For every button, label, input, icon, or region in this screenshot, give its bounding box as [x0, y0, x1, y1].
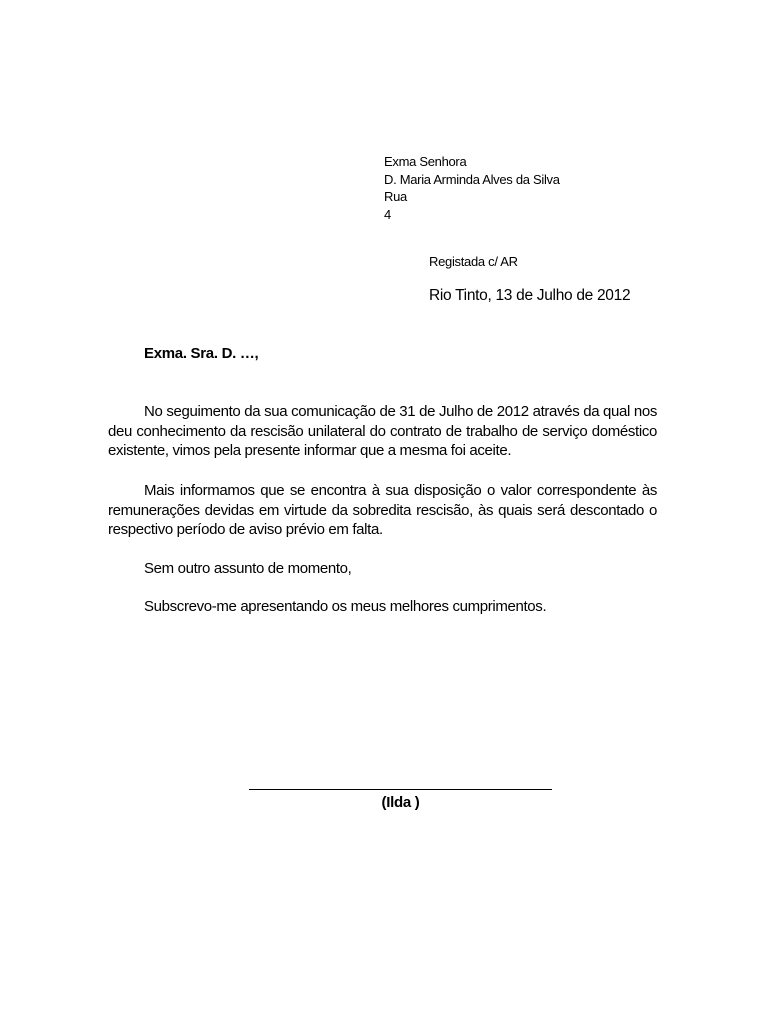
- place-and-date: Rio Tinto, 13 de Julho de 2012: [429, 287, 631, 304]
- recipient-name: D. Maria Arminda Alves da Silva: [384, 171, 560, 187]
- signature-line: [249, 789, 552, 790]
- closing-greeting: Subscrevo-me apresentando os meus melhores cumprimentos.: [144, 598, 547, 615]
- body-paragraph-1: No seguimento da sua comunicação de 31 de Julho de 2012 através da qual nos deu conhecimento da rescisão unilateral do contrato de trabalho de serviço doméstico existente, vimos pela presente informar que a mesma foi aceite.: [108, 403, 657, 459]
- recipient-title: Exma Senhora: [384, 154, 467, 169]
- signatory-name: (Ilda ): [381, 794, 420, 811]
- recipient-address-block: [384, 153, 560, 223]
- closing-remark: Sem outro assunto de momento,: [144, 560, 352, 577]
- body-paragraph-2: Mais informamos que se encontra à sua disposição o valor correspondente às remunerações devidas em virtude da sobredita rescisão, às quais será descontado o respectivo período de aviso prévio em falta.: [108, 482, 657, 538]
- recipient-street: Rua: [384, 189, 407, 204]
- recipient-number: 4: [384, 206, 391, 222]
- registered-mail-note: Registada c/ AR: [429, 254, 518, 269]
- salutation: Exma. Sra. D. …,: [144, 345, 259, 362]
